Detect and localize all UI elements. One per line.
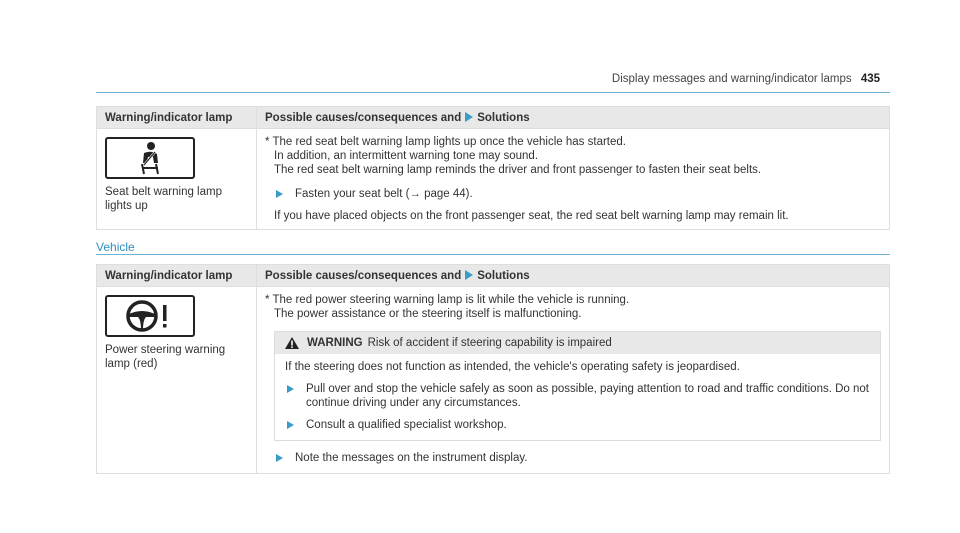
- seatbelt-icon: [105, 137, 195, 179]
- col-header-causes: Possible causes/consequences and Solutions: [257, 107, 890, 129]
- seatbelt-lamp-cell: [97, 129, 257, 230]
- steering-lamp-cell: [97, 287, 257, 474]
- col-header-causes: Possible causes/consequences and Solutions: [257, 265, 890, 287]
- warning-step-1: Pull over and stop the vehicle safely as soon as possible, paying attention to road and traffic conditions. Do not continue driving under any circumstances.: [285, 382, 870, 410]
- warning-label: WARNING: [307, 337, 363, 349]
- steering-cause-1: * The red power steering warning lamp is lit while the vehicle is running.: [265, 294, 630, 306]
- col-header-lamp: Warning/indicator lamp: [97, 107, 257, 129]
- seatbelt-cause-3: The red seat belt warning lamp reminds the driver and front passenger to fasten their seat belts.: [274, 164, 762, 176]
- seatbelt-cause-1: * The red seat belt warning lamp lights up once the vehicle has started.: [265, 136, 626, 148]
- page-header: [612, 73, 880, 85]
- warning-text: If the steering does not function as intended, the vehicle's operating safety is jeopardised.: [285, 361, 740, 373]
- solutions-arrow-icon: [465, 112, 473, 122]
- steering-causes-cell: [257, 287, 890, 474]
- warning-step-2: Consult a qualified specialist workshop.: [285, 418, 870, 432]
- seatbelt-note: If you have placed objects on the front passenger seat, the red seat belt warning lamp may remain lit.: [274, 210, 789, 222]
- section-title: Vehicle: [96, 240, 135, 254]
- warning-triangle-icon: [285, 337, 299, 349]
- seatbelt-step-1: Fasten your seat belt (→ page 44).: [265, 187, 881, 201]
- warning-header: [275, 332, 880, 354]
- step-arrow-icon: [287, 421, 294, 429]
- steering-label-2: lamp (red): [105, 358, 158, 370]
- seatbelt-causes-cell: [257, 129, 890, 230]
- col-header-lamp: Warning/indicator lamp: [97, 265, 257, 287]
- seatbelt-label-2: lights up: [105, 200, 148, 212]
- steering-table: [96, 264, 890, 474]
- step-arrow-icon: [287, 385, 294, 393]
- warning-title: Risk of accident if steering capability is impaired: [367, 337, 612, 349]
- steering-step-final: Note the messages on the instrument display.: [265, 451, 881, 465]
- step-arrow-icon: [276, 454, 283, 462]
- seatbelt-cause-2: In addition, an intermittent warning tone may sound.: [274, 150, 539, 162]
- step-arrow-icon: [276, 190, 283, 198]
- solutions-arrow-icon: [465, 270, 473, 280]
- page-number: 435: [860, 73, 880, 85]
- section-rule: [96, 254, 890, 255]
- header-rule: [96, 92, 890, 93]
- seatbelt-label-1: Seat belt warning lamp: [105, 186, 222, 198]
- header-title: Display messages and warning/indicator lamps: [611, 73, 852, 85]
- steering-warning-icon: [105, 295, 195, 337]
- seatbelt-table: [96, 106, 890, 230]
- warning-box: [274, 331, 881, 441]
- steering-cause-2: The power assistance or the steering itself is malfunctioning.: [274, 308, 582, 320]
- steering-label-1: Power steering warning: [105, 344, 226, 356]
